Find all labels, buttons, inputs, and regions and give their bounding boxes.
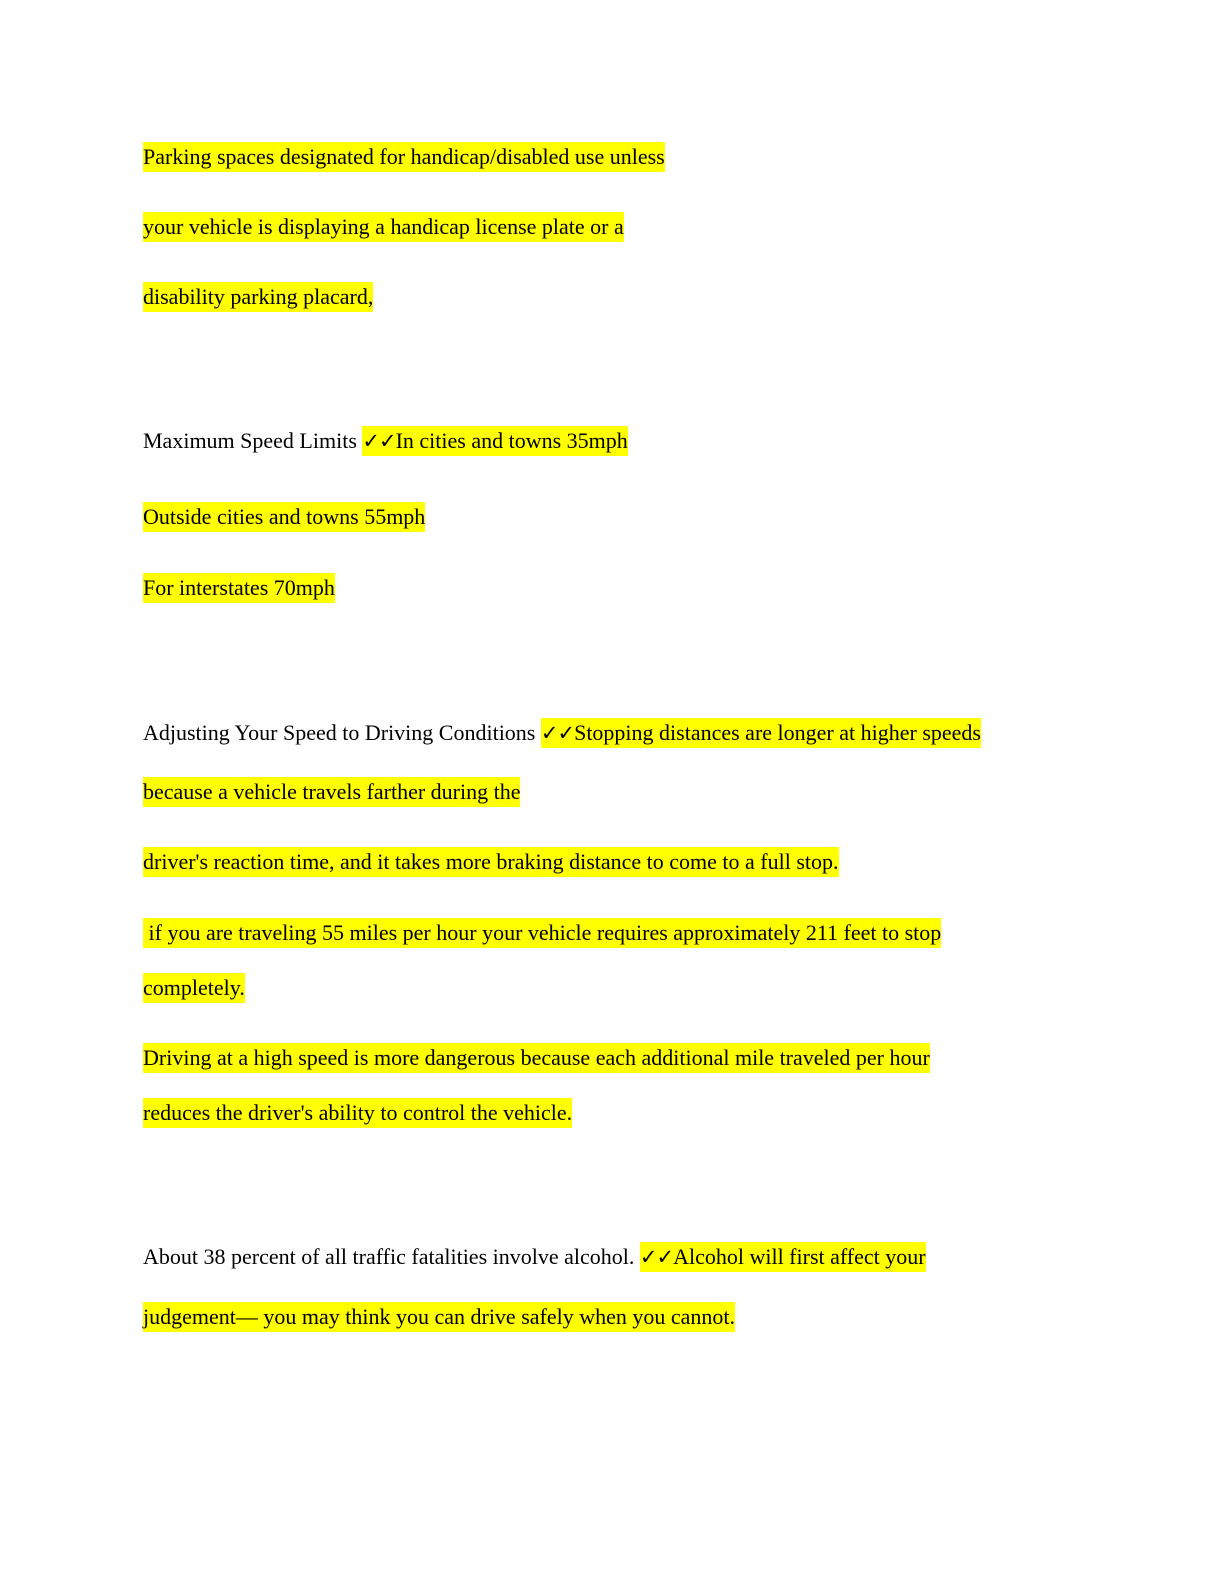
highlighted-text: because a vehicle travels farther during the [143, 777, 520, 807]
highlighted-text: driver's reaction time, and it takes more braking distance to come to a full stop. [143, 847, 839, 877]
adjusting-speed-term: Adjusting Your Speed to Driving Conditions [143, 720, 541, 745]
highlighted-text: Alcohol will first affect your [673, 1244, 926, 1269]
highlighted-text: judgement— you may think you can drive safely when you cannot. [143, 1302, 735, 1332]
highlighted-text: Parking spaces designated for handicap/disabled use unless [143, 142, 665, 172]
highlighted-text: completely. [143, 973, 245, 1003]
speed-limits-line-1 [143, 426, 628, 456]
alcohol-term: About 38 percent of all traffic fatalities involve alcohol. [143, 1244, 640, 1269]
highlighted-text: Outside cities and towns 55mph [143, 502, 425, 532]
highlighted-text: In cities and towns 35mph [395, 428, 628, 453]
adjusting-speed-line-3 [143, 847, 839, 877]
parking-line-2 [143, 212, 624, 242]
adjusting-speed-line-1 [143, 718, 981, 748]
checkmark-icon: ✓✓ [540, 721, 575, 745]
adjusting-speed-line-4 [143, 918, 941, 948]
highlighted-text: For interstates 70mph [143, 573, 335, 603]
parking-line-3 [143, 282, 373, 312]
alcohol-line-2 [143, 1302, 735, 1332]
highlighted-text: if you are traveling 55 miles per hour your vehicle requires approximately 211 feet to stop [143, 918, 941, 948]
highlighted-text: Driving at a high speed is more dangerous because each additional mile traveled per hour [143, 1043, 930, 1073]
highlighted-text: Stopping distances are longer at higher speeds [574, 720, 981, 745]
speed-limits-line-3 [143, 573, 335, 603]
adjusting-speed-line-6 [143, 1043, 930, 1073]
checkmark-icon: ✓✓ [639, 1245, 674, 1269]
parking-line-1 [143, 142, 665, 172]
highlighted-text: disability parking placard, [143, 282, 373, 312]
alcohol-line-1 [143, 1242, 926, 1272]
highlighted-text: your vehicle is displaying a handicap license plate or a [143, 212, 624, 242]
speed-limits-line-2 [143, 502, 425, 532]
speed-limits-term: Maximum Speed Limits [143, 428, 363, 453]
adjusting-speed-line-5 [143, 973, 245, 1003]
adjusting-speed-line-7 [143, 1098, 572, 1128]
highlighted-text: reduces the driver's ability to control the vehicle. [143, 1098, 572, 1128]
adjusting-speed-line-2 [143, 777, 520, 807]
checkmark-icon: ✓✓ [362, 429, 396, 453]
